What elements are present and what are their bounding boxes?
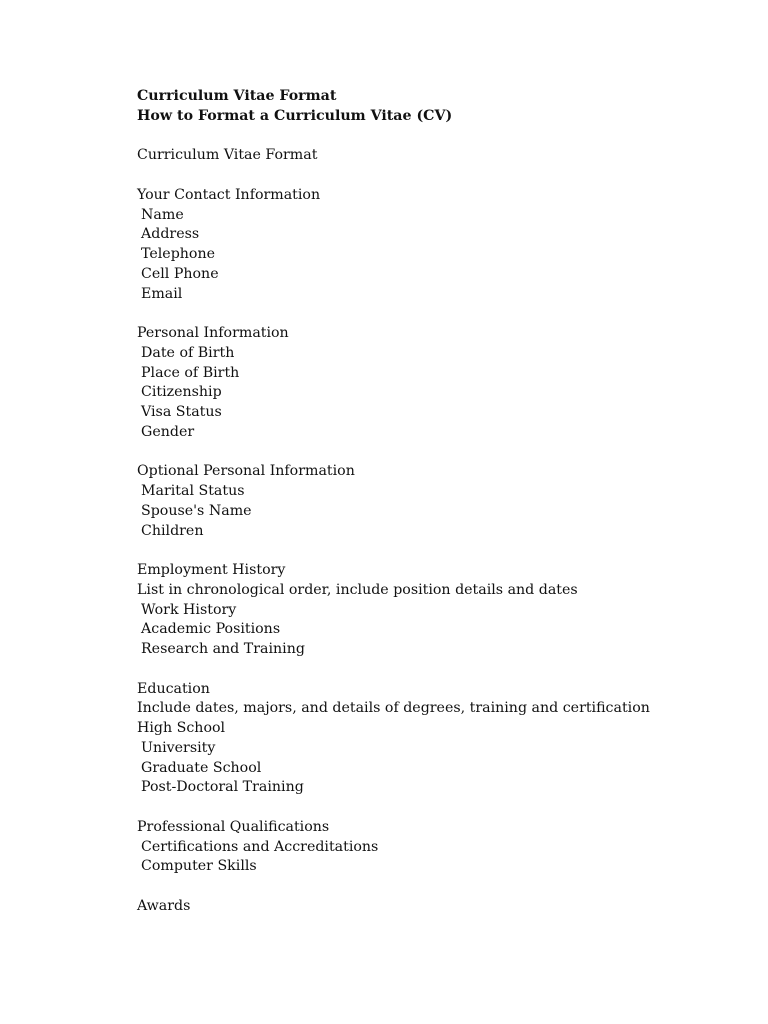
document-subtitle: How to Format a Curriculum Vitae (CV) [137,107,453,124]
document-body [137,87,737,917]
section-contact [137,186,737,305]
list-item: Telephone [141,246,215,262]
section-heading: Personal Information [137,325,289,341]
intro-heading: Curriculum Vitae Format [137,147,318,164]
spacer [137,443,737,463]
spacer [137,660,737,680]
spacer [137,304,737,324]
list-item: Visa Status [141,404,222,420]
section-qualifications [137,818,737,877]
section-heading: Education [137,680,210,697]
list-item: Citizenship [141,384,222,401]
list-item: Place of Birth [141,364,240,381]
list-item: Post-Doctoral Training [141,779,304,796]
section-heading: Your Contact Information [137,186,321,203]
list-item: High School [137,720,226,736]
list-item: Academic Positions [141,621,281,638]
document-title: Curriculum Vitae Format [137,88,337,104]
list-item: Name [141,206,184,223]
section-optional-personal [137,462,737,541]
section-heading: Professional Qualifications [137,818,330,835]
section-awards [137,897,737,917]
section-education [137,680,737,799]
section-personal [137,324,737,443]
section-note: Include dates, majors, and details of degrees, training and certification [137,700,650,717]
spacer [137,166,737,186]
spacer [137,127,737,147]
list-item: Address [141,226,200,243]
section-employment [137,561,737,660]
list-item: Cell Phone [141,265,219,282]
list-item: Gender [141,423,195,440]
list-item: Marital Status [141,483,245,499]
list-item: Work History [141,601,237,618]
section-heading: Awards [137,897,191,914]
spacer [137,877,737,897]
list-item: Certifications and Accreditations [141,838,379,855]
list-item: University [141,739,216,756]
section-heading: Employment History [137,562,286,578]
list-item: Children [141,522,204,539]
section-heading: Optional Personal Information [137,463,355,480]
spacer [137,798,737,818]
list-item: Email [141,285,183,302]
list-item: Research and Training [141,641,305,657]
list-item: Graduate School [141,759,262,776]
list-item: Date of Birth [141,344,235,361]
spacer [137,541,737,561]
list-item: Computer Skills [141,858,257,875]
section-note: List in chronological order, include position details and dates [137,581,578,598]
list-item: Spouse's Name [141,502,252,519]
